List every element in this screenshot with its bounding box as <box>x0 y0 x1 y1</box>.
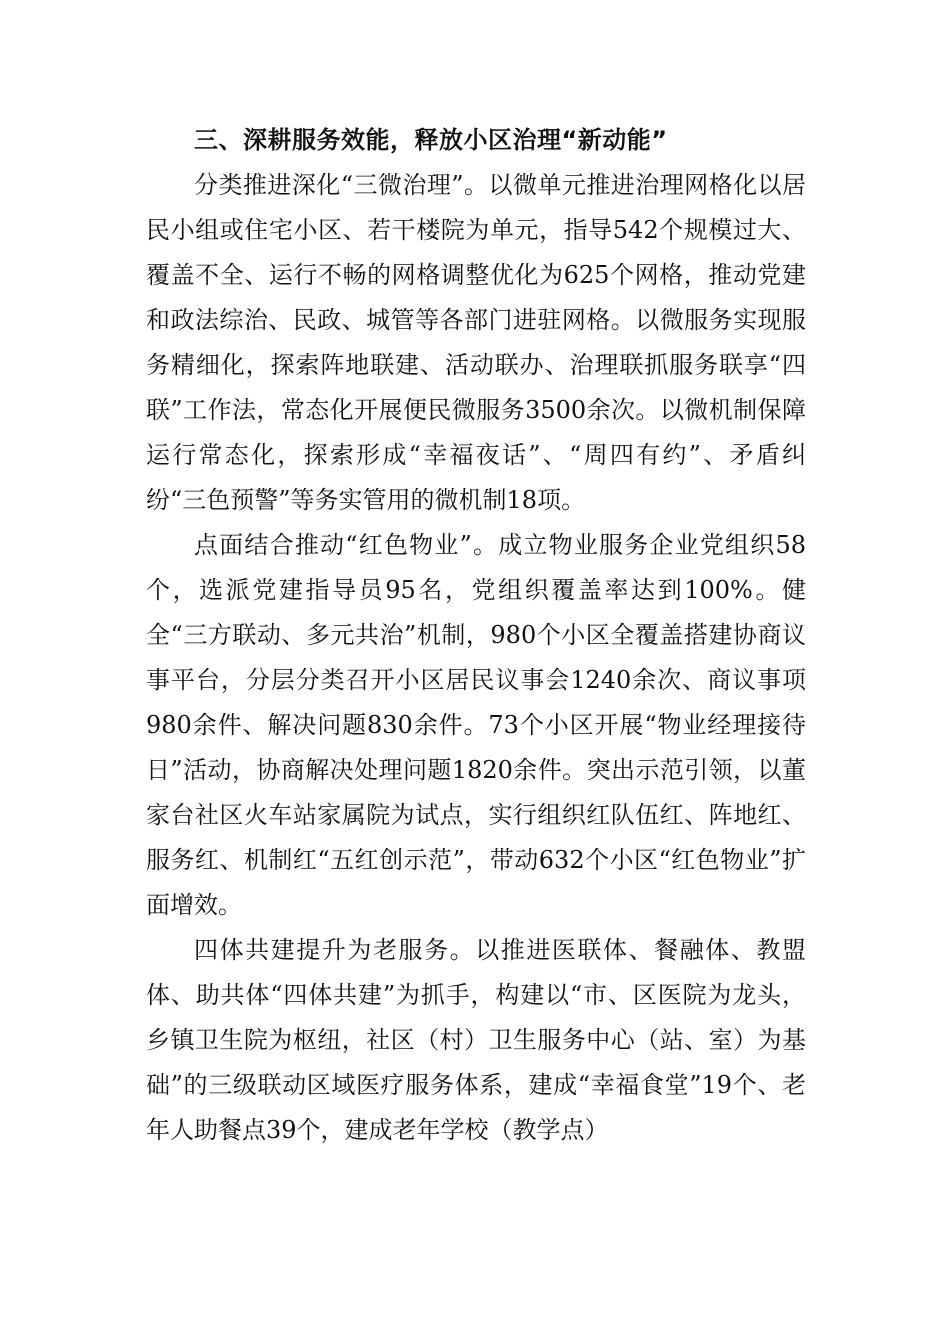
paragraph-red-property: 点面结合推动“红色物业”。成立物业服务企业党组织58个，选派党建指导员95名，党组织覆盖率达到100%。健全“三方联动、多元共治”机制，980个小区全覆盖搭建协商议事平台，分层分类召开小区居民议事会1240余次、商议事项980余件、解决问题830余件。73个小区开展“物业经理接待日”活动，协商解决处理问题1820余件。突出示范引领，以董家台社区火车站家属院为试点，实行组织红队伍红、阵地红、服务红、机制红“五红创示范”，带动632个小区“红色物业”扩面增效。 <box>146 531 806 919</box>
section-heading: 三、深耕服务效能，释放小区治理“新动能” <box>194 126 668 154</box>
paragraph-elderly-services: 四体共建提升为老服务。以推进医联体、餐融体、教盟体、助共体“四体共建”为抓手，构建以“市、区医院为龙头，乡镇卫生院为枢纽，社区（村）卫生服务中心（站、室）为基础”的三级联动区域医疗服务体系，建成“幸福食堂”19个、老年人助餐点39个，建成老年学校（教学点） <box>146 936 806 1144</box>
paragraph-three-micro-governance: 分类推进深化“三微治理”。以微单元推进治理网格化以居民小组或住宅小区、若干楼院为单元，指导542个规模过大、覆盖不全、运行不畅的网格调整优化为625个网格，推动党建和政法综治、民政、城管等各部门进驻网格。以微服务实现服务精细化，探索阵地联建、活动联办、治理联抓服务联享“四联”工作法，常态化开展便民微服务3500余次。以微机制保障运行常态化，探索形成“幸福夜话”、“周四有约”、矛盾纠纷“三色预警”等务实管用的微机制18项。 <box>146 171 806 514</box>
document-body <box>146 118 806 1153</box>
